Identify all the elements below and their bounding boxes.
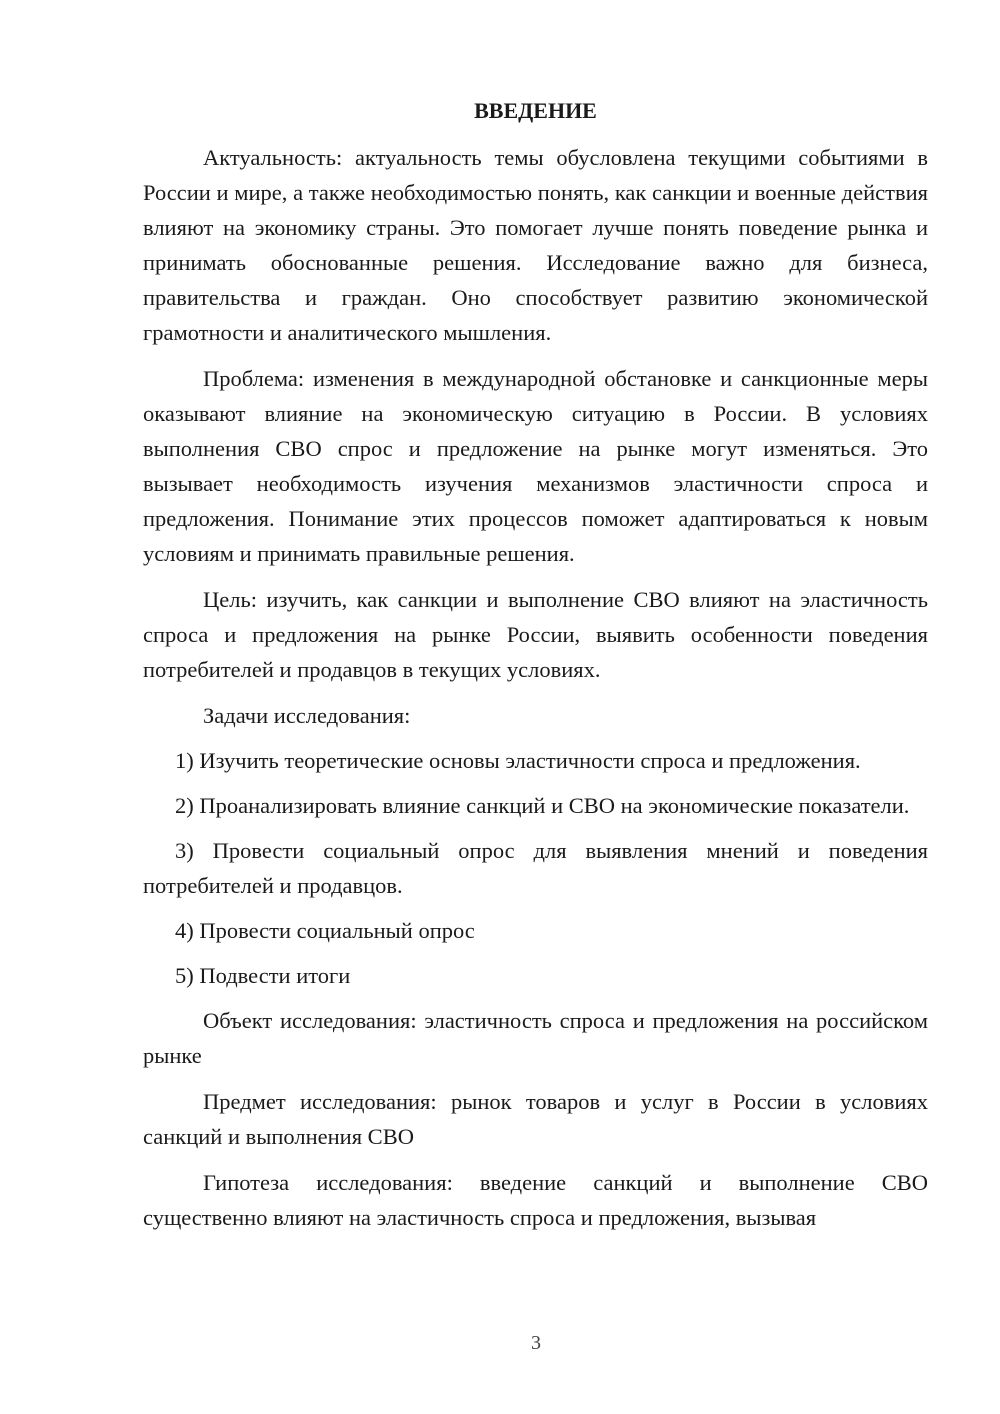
page-number: 3 (531, 1332, 541, 1354)
paragraph-subject: Предмет исследования: рынок товаров и услуг в России в условиях санкций и выполнения СВО (143, 1089, 928, 1149)
paragraph-problem: Проблема: изменения в международной обстановке и санкционные меры оказывают влияние на экономическую ситуацию в России. В условиях выполнения СВО спрос и предложение на рынке могут изменяться. Это вызывает необходимость изучения механизмов эластичности спроса и предложения. Понимание этих процессов поможет адаптироваться к новым условиям и принимать правильные решения. (143, 366, 928, 566)
task-item-5: 5) Подвести итоги (175, 963, 351, 988)
task-item-2: 2) Проанализировать влияние санкций и СВО на экономические показатели. (175, 793, 910, 818)
task-item-3: 3) Провести социальный опрос для выявления мнений и поведения потребителей и продавцов. (143, 838, 928, 898)
paragraph-object: Объект исследования: эластичность спроса и предложения на российском рынке (143, 1008, 928, 1068)
paragraph-tasks-heading: Задачи исследования: (203, 703, 411, 728)
paragraph-hypothesis: Гипотеза исследования: введение санкций и выполнение СВО существенно влияют на эластичность спроса и предложения, вызывая (143, 1170, 928, 1230)
paragraph-goal: Цель: изучить, как санкции и выполнение СВО влияют на эластичность спроса и предложения на рынке России, выявить особенности поведения потребителей и продавцов в текущих условиях. (143, 587, 928, 682)
task-item-4: 4) Провести социальный опрос (175, 918, 475, 943)
section-title: ВВЕДЕНИЕ (474, 98, 597, 123)
task-item-1: 1) Изучить теоретические основы эластичности спроса и предложения. (175, 748, 861, 773)
paragraph-relevance: Актуальность: актуальность темы обусловлена текущими событиями в России и мире, а также необходимостью понять, как санкции и военные действия влияют на экономику страны. Это помогает лучше понять поведение рынка и принимать обоснованные решения. Исследование важно для бизнеса, правительства и граждан. Оно способствует развитию экономической грамотности и аналитического мышления. (143, 145, 928, 345)
document-page (143, 96, 928, 1246)
